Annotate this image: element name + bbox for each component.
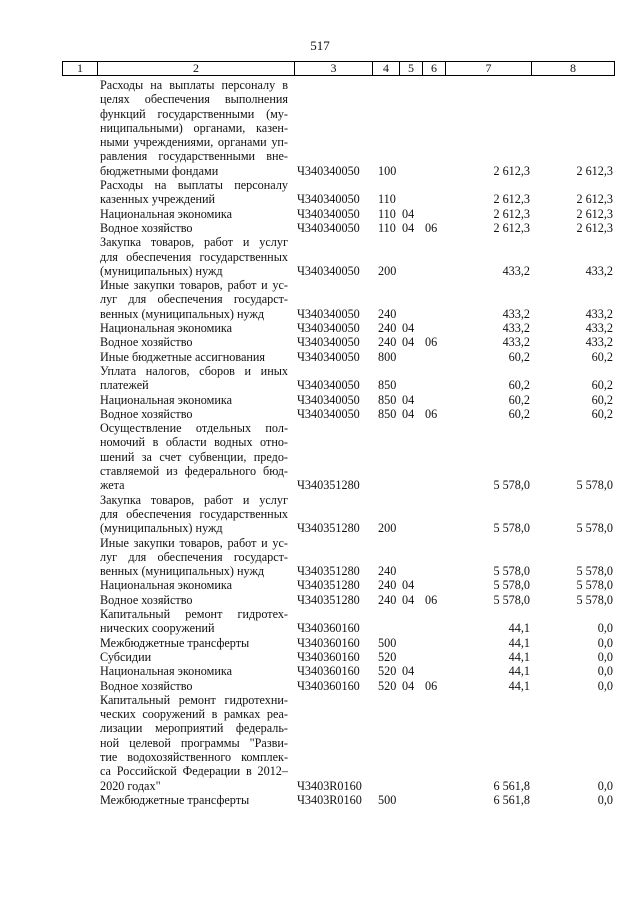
row-description-line: номочий в области водных отно-: [100, 435, 288, 450]
table-row: [0, 793, 640, 807]
row-expense-type: 200: [378, 521, 397, 536]
row-expense-type: 110: [378, 192, 396, 207]
row-subsection: 06: [425, 592, 438, 607]
row-description: [100, 321, 288, 335]
row-description: [100, 493, 288, 536]
row-amount-col8: 0,0: [597, 792, 613, 807]
row-target-code: Ч340340050: [297, 306, 360, 321]
header-col-6: 6: [422, 62, 445, 75]
row-amount-col7: 5 578,0: [493, 478, 530, 493]
row-description-line: Водное хозяйство: [100, 220, 193, 235]
row-target-code: Ч340360160: [297, 649, 360, 664]
row-amount-col7: 6 561,8: [493, 792, 530, 807]
row-expense-type: 520: [378, 678, 397, 693]
row-description-line: венных (муниципальных) нужд: [100, 564, 265, 579]
table-row: [0, 578, 640, 592]
row-target-code: Ч340340050: [297, 206, 360, 221]
row-expense-type: 800: [378, 349, 397, 364]
row-description-line: Капитальный ремонт гидротех-: [100, 607, 288, 622]
table-header: [62, 61, 615, 76]
row-section: 04: [402, 335, 415, 350]
header-col-7: 7: [445, 62, 531, 75]
row-amount-col7: 44,1: [508, 649, 530, 664]
row-description: [100, 221, 288, 235]
row-target-code: Ч340340050: [297, 321, 360, 336]
row-amount-col8: 0,0: [597, 678, 613, 693]
row-description-line: Водное хозяйство: [100, 592, 193, 607]
row-amount-col8: 0,0: [597, 621, 613, 636]
row-amount-col8: 433,2: [585, 335, 613, 350]
table-row: [0, 664, 640, 678]
row-expense-type: 850: [378, 378, 397, 393]
row-description: [100, 393, 288, 407]
row-expense-type: 520: [378, 664, 397, 679]
row-expense-type: 240: [378, 592, 397, 607]
row-amount-col8: 5 578,0: [576, 521, 613, 536]
row-amount-col7: 60,2: [508, 392, 530, 407]
row-description: [100, 278, 288, 321]
row-amount-col8: 2 612,3: [576, 220, 613, 235]
row-description-line: ными учреждениями, органами уп-: [100, 135, 288, 150]
row-description-line: Водное хозяйство: [100, 406, 193, 421]
table-row: [0, 207, 640, 221]
row-description: [100, 78, 288, 178]
row-description: [100, 421, 288, 492]
table-body: [0, 78, 640, 807]
header-col-4: 4: [372, 62, 399, 75]
row-description-line: бюджетными фондами: [100, 163, 219, 178]
row-description-line: Уплата налогов, сборов и иных: [100, 363, 288, 378]
row-amount-col8: 433,2: [585, 321, 613, 336]
row-description-line: жета: [100, 478, 125, 493]
row-description-line: Национальная экономика: [100, 206, 233, 221]
header-col-2: 2: [97, 62, 294, 75]
table-row: [0, 407, 640, 421]
row-description-line: Иные бюджетные ассигнования: [100, 349, 266, 364]
row-description-line: са Российской Федерации в 2012–: [100, 764, 288, 779]
row-target-code: Ч340351280: [297, 521, 360, 536]
row-description-line: Межбюджетные трансферты: [100, 792, 250, 807]
row-target-code: Ч340340050: [297, 163, 360, 178]
table-row: [0, 393, 640, 407]
row-expense-type: 110: [378, 206, 396, 221]
row-expense-type: 240: [378, 564, 397, 579]
row-description: [100, 536, 288, 579]
row-description-line: ческих сооружений в рамках реа-: [100, 707, 288, 722]
row-description-line: шений за счет субвенции, предо-: [100, 449, 288, 464]
row-description-line: Закупка товаров, работ и услуг: [100, 492, 288, 507]
row-description-line: Национальная экономика: [100, 321, 233, 336]
row-description-line: для обеспечения государственных: [100, 506, 288, 521]
row-target-code: Ч340360160: [297, 635, 360, 650]
row-expense-type: 200: [378, 263, 397, 278]
row-target-code: Ч340351280: [297, 592, 360, 607]
row-amount-col8: 0,0: [597, 635, 613, 650]
row-section: 04: [402, 406, 415, 421]
row-subsection: 06: [425, 220, 438, 235]
row-amount-col8: 5 578,0: [576, 564, 613, 579]
row-description: [100, 350, 288, 364]
row-expense-type: 240: [378, 306, 397, 321]
row-target-code: Ч340351280: [297, 564, 360, 579]
row-amount-col8: 5 578,0: [576, 592, 613, 607]
row-amount-col7: 60,2: [508, 378, 530, 393]
row-description: [100, 593, 288, 607]
table-row: [0, 536, 640, 579]
row-description-line: Водное хозяйство: [100, 335, 193, 350]
row-description-line: функций государственными (му-: [100, 106, 288, 121]
table-row: [0, 607, 640, 636]
row-expense-type: 850: [378, 392, 397, 407]
table-row: [0, 593, 640, 607]
table-row: [0, 679, 640, 693]
row-amount-col8: 60,2: [591, 349, 613, 364]
table-row: [0, 693, 640, 793]
row-target-code: Ч340340050: [297, 392, 360, 407]
table-row: [0, 493, 640, 536]
row-amount-col7: 44,1: [508, 664, 530, 679]
header-col-8: 8: [531, 62, 615, 75]
row-section: 04: [402, 678, 415, 693]
row-expense-type: 240: [378, 321, 397, 336]
table-row: [0, 321, 640, 335]
row-target-code: Ч340351280: [297, 478, 360, 493]
row-description: [100, 693, 288, 793]
row-target-code: Ч3403R0160: [297, 778, 362, 793]
row-amount-col8: 2 612,3: [576, 206, 613, 221]
row-target-code: Ч340360160: [297, 664, 360, 679]
row-description: [100, 664, 288, 678]
row-expense-type: 500: [378, 792, 397, 807]
row-amount-col7: 5 578,0: [493, 592, 530, 607]
row-description-line: Водное хозяйство: [100, 678, 193, 693]
header-col-3: 3: [294, 62, 372, 75]
row-target-code: Ч340360160: [297, 678, 360, 693]
row-description: [100, 235, 288, 278]
table-row: [0, 78, 640, 178]
row-description-line: Национальная экономика: [100, 578, 233, 593]
row-amount-col7: 60,2: [508, 349, 530, 364]
row-target-code: Ч3403R0160: [297, 792, 362, 807]
row-amount-col7: 44,1: [508, 678, 530, 693]
row-section: 04: [402, 592, 415, 607]
row-amount-col8: 433,2: [585, 263, 613, 278]
row-description-line: Субсидии: [100, 649, 152, 664]
row-target-code: Ч340340050: [297, 220, 360, 235]
page-number: 517: [310, 38, 330, 53]
table-row: [0, 335, 640, 349]
row-description: [100, 793, 288, 807]
table-row: [0, 178, 640, 207]
header-col-5: 5: [399, 62, 422, 75]
row-description: [100, 207, 288, 221]
row-amount-col7: 2 612,3: [493, 220, 530, 235]
row-description: [100, 178, 288, 207]
row-expense-type: 240: [378, 335, 397, 350]
row-description: [100, 364, 288, 393]
row-amount-col7: 2 612,3: [493, 206, 530, 221]
row-amount-col7: 5 578,0: [493, 578, 530, 593]
row-description: [100, 578, 288, 592]
row-amount-col7: 60,2: [508, 406, 530, 421]
row-section: 04: [402, 206, 415, 221]
row-amount-col8: 60,2: [591, 406, 613, 421]
row-amount-col7: 433,2: [502, 335, 530, 350]
table-row: [0, 636, 640, 650]
row-target-code: Ч340360160: [297, 621, 360, 636]
row-amount-col7: 433,2: [502, 321, 530, 336]
row-section: 04: [402, 392, 415, 407]
row-amount-col7: 5 578,0: [493, 564, 530, 579]
row-amount-col8: 2 612,3: [576, 163, 613, 178]
row-subsection: 06: [425, 678, 438, 693]
row-expense-type: 850: [378, 406, 397, 421]
row-target-code: Ч340340050: [297, 406, 360, 421]
row-description-line: казенных учреждений: [100, 192, 216, 207]
row-target-code: Ч340340050: [297, 335, 360, 350]
row-amount-col7: 44,1: [508, 621, 530, 636]
row-description-line: равления государственными вне-: [100, 149, 288, 164]
row-amount-col7: 2 612,3: [493, 192, 530, 207]
row-expense-type: 500: [378, 635, 397, 650]
row-description-line: Иные закупки товаров, работ и ус-: [100, 535, 288, 550]
table-row: [0, 221, 640, 235]
row-description-line: Иные закупки товаров, работ и ус-: [100, 278, 288, 293]
row-amount-col8: 433,2: [585, 306, 613, 321]
row-expense-type: 520: [378, 649, 397, 664]
row-description-line: целях обеспечения выполнения: [100, 92, 288, 107]
row-description-line: лизации мероприятий федераль-: [100, 721, 288, 736]
row-description: [100, 607, 288, 636]
row-description-line: Расходы на выплаты персоналу: [100, 178, 288, 193]
row-description: [100, 335, 288, 349]
row-target-code: Ч340340050: [297, 378, 360, 393]
row-amount-col8: 60,2: [591, 392, 613, 407]
row-description-line: Национальная экономика: [100, 664, 233, 679]
table-row: [0, 364, 640, 393]
row-description-line: Межбюджетные трансферты: [100, 635, 250, 650]
row-amount-col7: 5 578,0: [493, 521, 530, 536]
row-description-line: платежей: [100, 378, 149, 393]
row-description-line: Национальная экономика: [100, 392, 233, 407]
row-description-line: (муниципальных) нужд: [100, 521, 223, 536]
row-expense-type: 110: [378, 220, 396, 235]
row-description-line: нических сооружений: [100, 621, 215, 636]
row-target-code: Ч340340050: [297, 263, 360, 278]
row-description-line: Капитальный ремонт гидротехни-: [100, 692, 288, 707]
row-description-line: Расходы на выплаты персоналу в: [100, 78, 288, 92]
row-amount-col7: 2 612,3: [493, 163, 530, 178]
row-target-code: Ч340340050: [297, 192, 360, 207]
row-amount-col7: 433,2: [502, 306, 530, 321]
row-description-line: Осуществление отдельных пол-: [100, 421, 288, 436]
row-description: [100, 407, 288, 421]
row-description-line: ниципальными) органами, казен-: [100, 120, 288, 135]
row-section: 04: [402, 664, 415, 679]
row-description-line: (муниципальных) нужд: [100, 263, 223, 278]
table-row: [0, 421, 640, 493]
table-row: [0, 350, 640, 364]
row-description-line: ставляемой из федерального бюд-: [100, 464, 288, 479]
row-description: [100, 636, 288, 650]
row-section: 04: [402, 220, 415, 235]
row-amount-col8: 60,2: [591, 378, 613, 393]
row-amount-col8: 0,0: [597, 649, 613, 664]
row-target-code: Ч340351280: [297, 578, 360, 593]
row-description-line: венных (муниципальных) нужд: [100, 306, 265, 321]
row-description-line: Закупка товаров, работ и услуг: [100, 235, 288, 250]
row-description-line: ной целевой программы "Разви-: [100, 735, 288, 750]
row-description-line: тие водохозяйственного комплек-: [100, 749, 288, 764]
row-subsection: 06: [425, 335, 438, 350]
row-amount-col8: 2 612,3: [576, 192, 613, 207]
row-section: 04: [402, 321, 415, 336]
row-section: 04: [402, 578, 415, 593]
header-col-1: 1: [62, 62, 97, 75]
row-description-line: для обеспечения государственных: [100, 249, 288, 264]
row-description: [100, 679, 288, 693]
row-description: [100, 650, 288, 664]
table-row: [0, 235, 640, 278]
row-description-line: луг для обеспечения государст-: [100, 292, 288, 307]
row-target-code: Ч340340050: [297, 349, 360, 364]
row-amount-col8: 5 578,0: [576, 478, 613, 493]
row-amount-col7: 44,1: [508, 635, 530, 650]
table-row: [0, 650, 640, 664]
row-amount-col8: 0,0: [597, 664, 613, 679]
row-expense-type: 100: [378, 163, 397, 178]
row-amount-col8: 5 578,0: [576, 578, 613, 593]
row-amount-col7: 433,2: [502, 263, 530, 278]
row-subsection: 06: [425, 406, 438, 421]
row-expense-type: 240: [378, 578, 397, 593]
row-amount-col7: 6 561,8: [493, 778, 530, 793]
row-amount-col8: 0,0: [597, 778, 613, 793]
row-description-line: луг для обеспечения государст-: [100, 549, 288, 564]
row-description-line: 2020 годах": [100, 778, 161, 793]
table-row: [0, 278, 640, 321]
